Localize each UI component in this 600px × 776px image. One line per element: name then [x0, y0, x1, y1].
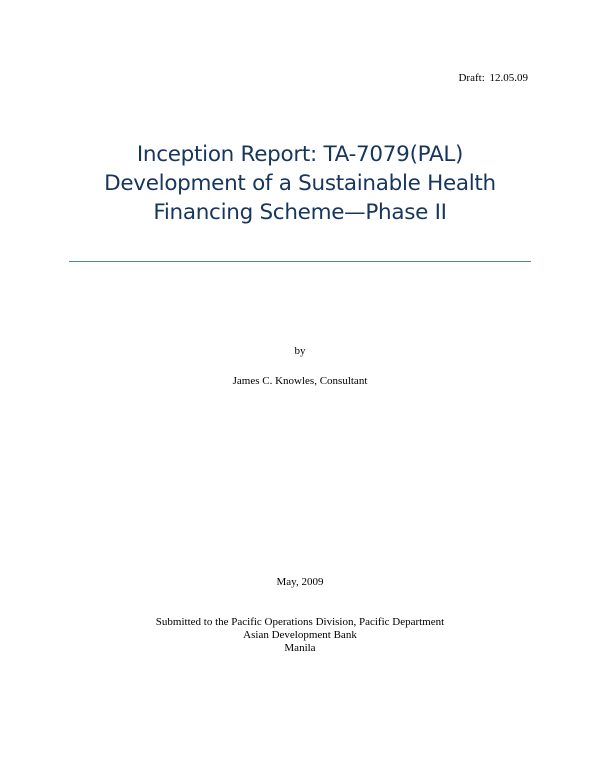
- submission-line-2: Asian Development Bank: [243, 629, 357, 641]
- draft-date-label: Draft: 12.05.09: [458, 72, 528, 84]
- title-divider: [69, 261, 531, 262]
- document-title: [60, 140, 540, 227]
- title-line-1: Inception Report: TA-7079(PAL): [136, 142, 464, 167]
- title-line-2: Development of a Sustainable Health: [104, 171, 496, 196]
- submission-line-1: Submitted to the Pacific Operations Division, Pacific Department: [155, 616, 445, 628]
- submission-line-3: Manila: [284, 642, 316, 654]
- author-name: James C. Knowles, Consultant: [232, 375, 368, 387]
- publication-date: May, 2009: [276, 576, 324, 588]
- submission-block: [0, 616, 600, 655]
- title-line-3: Financing Scheme—Phase II: [153, 200, 447, 225]
- by-label: by: [294, 345, 306, 357]
